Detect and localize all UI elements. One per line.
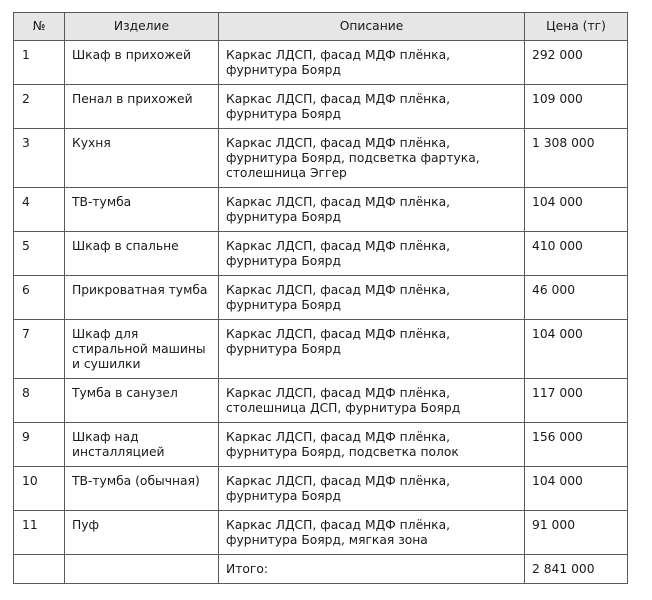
- cell-num: 9: [14, 423, 65, 467]
- cell-description: Каркас ЛДСП, фасад МДФ плёнка, фурнитура Боярд: [219, 41, 525, 85]
- cell-description: Каркас ЛДСП, фасад МДФ плёнка, фурнитура Боярд: [219, 276, 525, 320]
- cell-item: Кухня: [65, 129, 219, 188]
- total-label: Итого:: [219, 555, 525, 584]
- cell-price: 117 000: [525, 379, 628, 423]
- price-table: [13, 12, 628, 584]
- cell-price: 91 000: [525, 511, 628, 555]
- cell-item: ТВ-тумба (обычная): [65, 467, 219, 511]
- cell-price: 104 000: [525, 188, 628, 232]
- cell-description: Каркас ЛДСП, фасад МДФ плёнка, фурнитура Боярд: [219, 188, 525, 232]
- total-empty-num: [14, 555, 65, 584]
- cell-num: 4: [14, 188, 65, 232]
- table-body: [14, 41, 628, 584]
- table-row: [14, 467, 628, 511]
- cell-description: Каркас ЛДСП, фасад МДФ плёнка, фурнитура Боярд, мягкая зона: [219, 511, 525, 555]
- cell-item: ТВ-тумба: [65, 188, 219, 232]
- header-price: Цена (тг): [525, 13, 628, 41]
- cell-num: 5: [14, 232, 65, 276]
- table-row: [14, 511, 628, 555]
- cell-num: 8: [14, 379, 65, 423]
- total-row: [14, 555, 628, 584]
- cell-num: 10: [14, 467, 65, 511]
- header-num: №: [14, 13, 65, 41]
- total-empty-item: [65, 555, 219, 584]
- cell-item: Шкаф для стиральной машины и сушилки: [65, 320, 219, 379]
- cell-price: 109 000: [525, 85, 628, 129]
- table-row: [14, 232, 628, 276]
- table-row: [14, 423, 628, 467]
- table-row: [14, 188, 628, 232]
- cell-num: 11: [14, 511, 65, 555]
- cell-price: 292 000: [525, 41, 628, 85]
- cell-item: Пуф: [65, 511, 219, 555]
- cell-num: 7: [14, 320, 65, 379]
- cell-price: 410 000: [525, 232, 628, 276]
- cell-num: 1: [14, 41, 65, 85]
- cell-price: 1 308 000: [525, 129, 628, 188]
- table-row: [14, 41, 628, 85]
- cell-num: 3: [14, 129, 65, 188]
- cell-item: Шкаф над инсталляцией: [65, 423, 219, 467]
- cell-num: 2: [14, 85, 65, 129]
- cell-item: Шкаф в спальне: [65, 232, 219, 276]
- cell-price: 156 000: [525, 423, 628, 467]
- cell-item: Пенал в прихожей: [65, 85, 219, 129]
- table-row: [14, 129, 628, 188]
- cell-item: Тумба в санузел: [65, 379, 219, 423]
- cell-description: Каркас ЛДСП, фасад МДФ плёнка, фурнитура Боярд, подсветка фартука, столешница Эггер: [219, 129, 525, 188]
- header-item: Изделие: [65, 13, 219, 41]
- cell-description: Каркас ЛДСП, фасад МДФ плёнка, фурнитура Боярд: [219, 232, 525, 276]
- table-row: [14, 320, 628, 379]
- table-row: [14, 379, 628, 423]
- header-description: Описание: [219, 13, 525, 41]
- cell-description: Каркас ЛДСП, фасад МДФ плёнка, фурнитура Боярд: [219, 467, 525, 511]
- cell-item: Прикроватная тумба: [65, 276, 219, 320]
- total-value: 2 841 000: [525, 555, 628, 584]
- cell-price: 104 000: [525, 320, 628, 379]
- table-row: [14, 85, 628, 129]
- cell-num: 6: [14, 276, 65, 320]
- cell-price: 104 000: [525, 467, 628, 511]
- table-row: [14, 276, 628, 320]
- cell-description: Каркас ЛДСП, фасад МДФ плёнка, фурнитура Боярд: [219, 320, 525, 379]
- cell-item: Шкаф в прихожей: [65, 41, 219, 85]
- cell-description: Каркас ЛДСП, фасад МДФ плёнка, столешница ДСП, фурнитура Боярд: [219, 379, 525, 423]
- cell-description: Каркас ЛДСП, фасад МДФ плёнка, фурнитура Боярд: [219, 85, 525, 129]
- table-header-row: [14, 13, 628, 41]
- cell-description: Каркас ЛДСП, фасад МДФ плёнка, фурнитура Боярд, подсветка полок: [219, 423, 525, 467]
- cell-price: 46 000: [525, 276, 628, 320]
